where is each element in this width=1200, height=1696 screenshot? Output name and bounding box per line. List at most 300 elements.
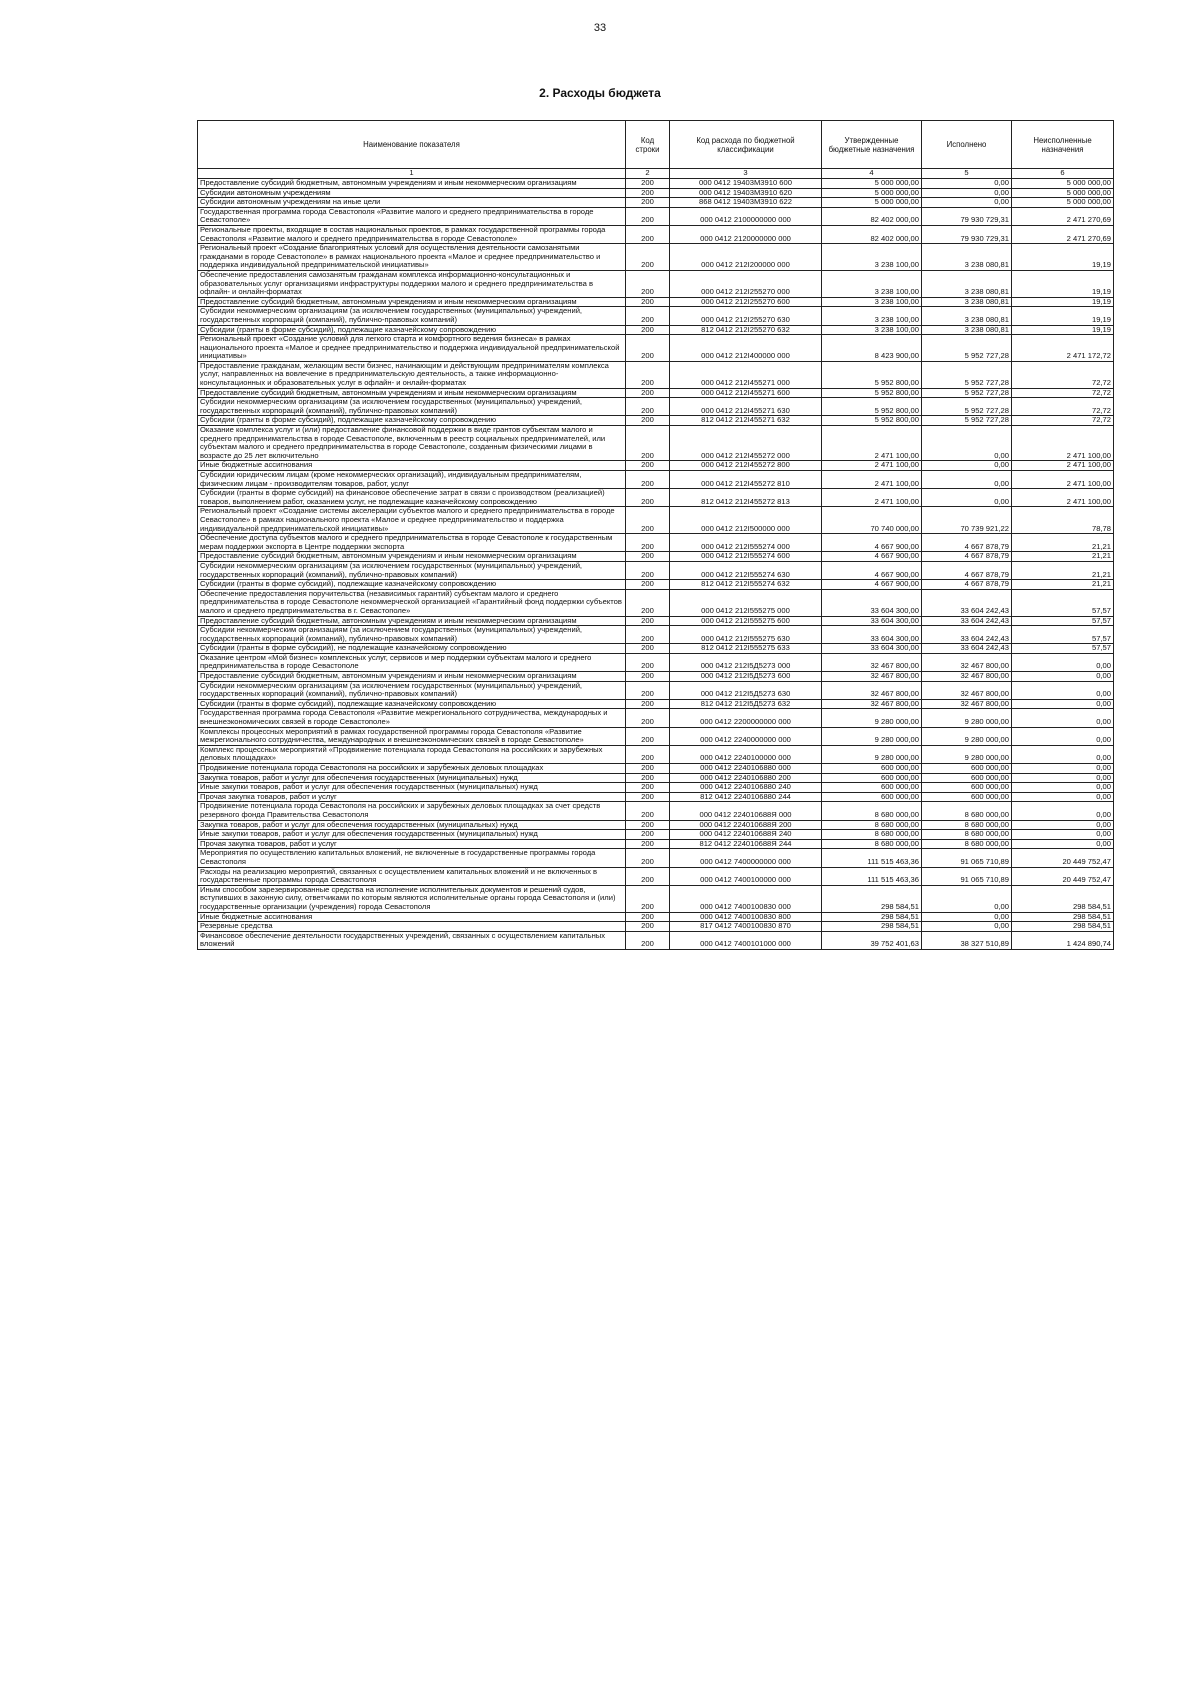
executed-amount-cell: 91 065 710,89: [922, 849, 1012, 867]
approved-amount-cell: 3 238 100,00: [822, 297, 922, 307]
executed-amount-cell: 5 952 727,28: [922, 416, 1012, 426]
line-code-cell: 200: [626, 416, 670, 426]
header-executed: Исполнено: [922, 121, 1012, 169]
budget-class-code-cell: 000 0412 2240100000 000: [670, 745, 822, 763]
line-code-cell: 200: [626, 561, 670, 579]
indicator-name-cell: Мероприятия по осуществлению капитальных вложений, не включенные в государственные программы города Севастополя: [198, 849, 626, 867]
approved-amount-cell: 32 467 800,00: [822, 699, 922, 709]
unexecuted-amount-cell: 0,00: [1012, 764, 1114, 774]
table-row: [198, 764, 1114, 774]
budget-class-code-cell: 000 0412 224010688Я 200: [670, 820, 822, 830]
line-code-cell: 200: [626, 653, 670, 671]
column-number-row: [198, 169, 1114, 179]
unexecuted-amount-cell: 0,00: [1012, 681, 1114, 699]
approved-amount-cell: 32 467 800,00: [822, 653, 922, 671]
indicator-name-cell: Региональный проект «Создание условий для легкого старта и комфортного ведения бизнеса» в рамках национального проекта «Малое и среднее предпринимательство и поддержка индивидуальной предпринимательской инициативы»: [198, 335, 626, 362]
indicator-name-cell: Иные бюджетные ассигнования: [198, 912, 626, 922]
budget-class-code-cell: 000 0412 7400100830 800: [670, 912, 822, 922]
budget-class-code-cell: 812 0412 224010688Я 244: [670, 839, 822, 849]
approved-amount-cell: 39 752 401,63: [822, 931, 922, 949]
approved-amount-cell: 5 000 000,00: [822, 198, 922, 208]
unexecuted-amount-cell: 0,00: [1012, 802, 1114, 820]
indicator-name-cell: Прочая закупка товаров, работ и услуг: [198, 839, 626, 849]
executed-amount-cell: 0,00: [922, 885, 1012, 912]
executed-amount-cell: 0,00: [922, 198, 1012, 208]
unexecuted-amount-cell: 2 471 100,00: [1012, 426, 1114, 461]
indicator-name-cell: Субсидии (гранты в форме субсидий), не подлежащие казначейскому сопровождению: [198, 644, 626, 654]
line-code-cell: 200: [626, 388, 670, 398]
unexecuted-amount-cell: 78,78: [1012, 507, 1114, 534]
indicator-name-cell: Региональный проект «Создание системы акселерации субъектов малого и среднего предпринимательства в городе Севастополе» в рамках национального проекта «Малое и среднее предпринимательство и поддержка индивидуальной предпринимательской инициативы»: [198, 507, 626, 534]
unexecuted-amount-cell: 72,72: [1012, 398, 1114, 416]
table-row: [198, 489, 1114, 507]
approved-amount-cell: 111 515 463,36: [822, 867, 922, 885]
unexecuted-amount-cell: 20 449 752,47: [1012, 849, 1114, 867]
budget-class-code-cell: 000 0412 2240000000 000: [670, 727, 822, 745]
column-number: 4: [822, 169, 922, 179]
unexecuted-amount-cell: 72,72: [1012, 416, 1114, 426]
budget-class-code-cell: 000 0412 7400000000 000: [670, 849, 822, 867]
line-code-cell: 200: [626, 361, 670, 388]
section-title: 2. Расходы бюджета: [539, 86, 661, 100]
unexecuted-amount-cell: 298 584,51: [1012, 912, 1114, 922]
line-code-cell: 200: [626, 580, 670, 590]
approved-amount-cell: 298 584,51: [822, 912, 922, 922]
budget-class-code-cell: 000 0412 19403М3910 620: [670, 188, 822, 198]
budget-expenses-table: [197, 120, 1114, 950]
executed-amount-cell: 32 467 800,00: [922, 699, 1012, 709]
approved-amount-cell: 600 000,00: [822, 792, 922, 802]
approved-amount-cell: 4 667 900,00: [822, 561, 922, 579]
approved-amount-cell: 8 680 000,00: [822, 802, 922, 820]
approved-amount-cell: 111 515 463,36: [822, 849, 922, 867]
approved-amount-cell: 3 238 100,00: [822, 325, 922, 335]
executed-amount-cell: 5 952 727,28: [922, 335, 1012, 362]
executed-amount-cell: 0,00: [922, 179, 1012, 189]
indicator-name-cell: Региональный проект «Создание благоприятных условий для осуществления деятельности самозанятыми гражданами в городе Севастополе» в рамках национального проекта «Малое и среднее предпринимательство и поддержка индивидуальной предпринимательской инициативы»: [198, 244, 626, 271]
budget-class-code-cell: 000 0412 2200000000 000: [670, 709, 822, 727]
unexecuted-amount-cell: 21,21: [1012, 552, 1114, 562]
executed-amount-cell: 9 280 000,00: [922, 727, 1012, 745]
indicator-name-cell: Субсидии автономным учреждениям на иные цели: [198, 198, 626, 208]
header-approved: Утвержденные бюджетные назначения: [822, 121, 922, 169]
table-row: [198, 307, 1114, 325]
line-code-cell: 200: [626, 912, 670, 922]
executed-amount-cell: 32 467 800,00: [922, 681, 1012, 699]
budget-class-code-cell: 812 0412 212I5Д5273 632: [670, 699, 822, 709]
indicator-name-cell: Субсидии автономным учреждениям: [198, 188, 626, 198]
unexecuted-amount-cell: 21,21: [1012, 534, 1114, 552]
approved-amount-cell: 2 471 100,00: [822, 461, 922, 471]
budget-class-code-cell: 000 0412 2240106880 000: [670, 764, 822, 774]
budget-class-code-cell: 812 0412 212I555274 632: [670, 580, 822, 590]
budget-class-code-cell: 000 0412 212I455272 800: [670, 461, 822, 471]
unexecuted-amount-cell: 19,19: [1012, 307, 1114, 325]
executed-amount-cell: 0,00: [922, 922, 1012, 932]
line-code-cell: 200: [626, 783, 670, 793]
unexecuted-amount-cell: 5 000 000,00: [1012, 179, 1114, 189]
executed-amount-cell: 33 604 242,43: [922, 616, 1012, 626]
unexecuted-amount-cell: 0,00: [1012, 653, 1114, 671]
line-code-cell: 200: [626, 398, 670, 416]
budget-class-code-cell: 000 0412 2100000000 000: [670, 207, 822, 225]
table-row: [198, 867, 1114, 885]
table-row: [198, 709, 1114, 727]
table-row: [198, 885, 1114, 912]
executed-amount-cell: 79 930 729,31: [922, 207, 1012, 225]
budget-class-code-cell: 817 0412 7400100830 870: [670, 922, 822, 932]
line-code-cell: 200: [626, 244, 670, 271]
executed-amount-cell: 600 000,00: [922, 792, 1012, 802]
budget-class-code-cell: 000 0412 212I255270 600: [670, 297, 822, 307]
executed-amount-cell: 91 065 710,89: [922, 867, 1012, 885]
table-header-row: [198, 121, 1114, 169]
table-row: [198, 802, 1114, 820]
unexecuted-amount-cell: 0,00: [1012, 820, 1114, 830]
line-code-cell: 200: [626, 699, 670, 709]
budget-class-code-cell: 000 0412 212I5Д5273 630: [670, 681, 822, 699]
approved-amount-cell: 2 471 100,00: [822, 489, 922, 507]
approved-amount-cell: 3 238 100,00: [822, 244, 922, 271]
table-row: [198, 225, 1114, 243]
table-row: [198, 830, 1114, 840]
unexecuted-amount-cell: 19,19: [1012, 325, 1114, 335]
line-code-cell: 200: [626, 507, 670, 534]
column-number: 1: [198, 169, 626, 179]
line-code-cell: 200: [626, 534, 670, 552]
unexecuted-amount-cell: 21,21: [1012, 580, 1114, 590]
budget-class-code-cell: 000 0412 19403М3910 600: [670, 179, 822, 189]
approved-amount-cell: 3 238 100,00: [822, 270, 922, 297]
approved-amount-cell: 298 584,51: [822, 885, 922, 912]
table-row: [198, 672, 1114, 682]
executed-amount-cell: 8 680 000,00: [922, 839, 1012, 849]
budget-class-code-cell: 000 0412 212I400000 000: [670, 335, 822, 362]
budget-class-code-cell: 000 0412 7400101000 000: [670, 931, 822, 949]
line-code-cell: 200: [626, 885, 670, 912]
table-row: [198, 681, 1114, 699]
column-number: 2: [626, 169, 670, 179]
budget-class-code-cell: 000 0412 212I255270 630: [670, 307, 822, 325]
line-code-cell: 200: [626, 489, 670, 507]
unexecuted-amount-cell: 0,00: [1012, 792, 1114, 802]
indicator-name-cell: Субсидии (гранты в форме субсидий), подлежащие казначейскому сопровождению: [198, 580, 626, 590]
line-code-cell: 200: [626, 626, 670, 644]
executed-amount-cell: 600 000,00: [922, 773, 1012, 783]
line-code-cell: 200: [626, 644, 670, 654]
approved-amount-cell: 5 952 800,00: [822, 398, 922, 416]
approved-amount-cell: 2 471 100,00: [822, 471, 922, 489]
table-row: [198, 471, 1114, 489]
approved-amount-cell: 3 238 100,00: [822, 307, 922, 325]
budget-class-code-cell: 812 0412 2240106880 244: [670, 792, 822, 802]
approved-amount-cell: 9 280 000,00: [822, 745, 922, 763]
table-row: [198, 783, 1114, 793]
unexecuted-amount-cell: 57,57: [1012, 626, 1114, 644]
table-row: [198, 507, 1114, 534]
table-row: [198, 426, 1114, 461]
executed-amount-cell: 5 952 727,28: [922, 361, 1012, 388]
table-row: [198, 727, 1114, 745]
indicator-name-cell: Резервные средства: [198, 922, 626, 932]
unexecuted-amount-cell: 0,00: [1012, 783, 1114, 793]
executed-amount-cell: 3 238 080,81: [922, 307, 1012, 325]
approved-amount-cell: 8 680 000,00: [822, 820, 922, 830]
unexecuted-amount-cell: 57,57: [1012, 644, 1114, 654]
indicator-name-cell: Предоставление субсидий бюджетным, автономным учреждениям и иным некоммерческим организациям: [198, 616, 626, 626]
approved-amount-cell: 600 000,00: [822, 783, 922, 793]
table-row: [198, 653, 1114, 671]
budget-class-code-cell: 000 0412 2120000000 000: [670, 225, 822, 243]
budget-class-code-cell: 000 0412 212I455271 000: [670, 361, 822, 388]
executed-amount-cell: 600 000,00: [922, 764, 1012, 774]
approved-amount-cell: 32 467 800,00: [822, 681, 922, 699]
unexecuted-amount-cell: 2 471 100,00: [1012, 489, 1114, 507]
indicator-name-cell: Расходы на реализацию мероприятий, связанных с осуществлением капитальных вложений и не включенных в государственные программы города Севастополя: [198, 867, 626, 885]
indicator-name-cell: Закупка товаров, работ и услуг для обеспечения государственных (муниципальных) нужд: [198, 820, 626, 830]
indicator-name-cell: Субсидии некоммерческим организациям (за исключением государственных (муниципальных) учреждений, государственных корпораций (компаний), публично-правовых компаний): [198, 626, 626, 644]
budget-class-code-cell: 000 0412 7400100000 000: [670, 867, 822, 885]
indicator-name-cell: Комплексы процессных мероприятий в рамках государственной программы города Севастополя «Развитие межрегионального сотрудничества, международных и внешнеэкономических связей в городе Севастополе»: [198, 727, 626, 745]
line-code-cell: 200: [626, 179, 670, 189]
approved-amount-cell: 33 604 300,00: [822, 626, 922, 644]
executed-amount-cell: 8 680 000,00: [922, 830, 1012, 840]
budget-class-code-cell: 812 0412 212I455271 632: [670, 416, 822, 426]
budget-class-code-cell: 000 0412 212I555274 000: [670, 534, 822, 552]
budget-class-code-cell: 000 0412 2240106880 200: [670, 773, 822, 783]
budget-class-code-cell: 000 0412 224010688Я 000: [670, 802, 822, 820]
approved-amount-cell: 4 667 900,00: [822, 552, 922, 562]
approved-amount-cell: 8 680 000,00: [822, 830, 922, 840]
indicator-name-cell: Оказание центром «Мой бизнес» комплексных услуг, сервисов и мер поддержки субъектам малого и среднего предпринимательства в городе Севастополе: [198, 653, 626, 671]
indicator-name-cell: Обеспечение предоставления самозанятым гражданам комплекса информационно-консультационных и образовательных услуг организациями инфраструктуры поддержки малого и среднего предпринимательства в офлайн- и онлайн-форматах: [198, 270, 626, 297]
table-row: [198, 580, 1114, 590]
approved-amount-cell: 4 667 900,00: [822, 580, 922, 590]
indicator-name-cell: Государственная программа города Севастополя «Развитие малого и среднего предпринимательства в городе Севастополе»: [198, 207, 626, 225]
unexecuted-amount-cell: 20 449 752,47: [1012, 867, 1114, 885]
indicator-name-cell: Продвижение потенциала города Севастополя на российских и зарубежных деловых площадках: [198, 764, 626, 774]
column-number: 5: [922, 169, 1012, 179]
line-code-cell: 200: [626, 616, 670, 626]
indicator-name-cell: Финансовое обеспечение деятельности государственных учреждений, связанных с осуществлением капитальных вложений: [198, 931, 626, 949]
unexecuted-amount-cell: 21,21: [1012, 561, 1114, 579]
unexecuted-amount-cell: 0,00: [1012, 839, 1114, 849]
line-code-cell: 200: [626, 802, 670, 820]
line-code-cell: 200: [626, 207, 670, 225]
unexecuted-amount-cell: 2 471 100,00: [1012, 461, 1114, 471]
unexecuted-amount-cell: 2 471 270,69: [1012, 225, 1114, 243]
executed-amount-cell: 79 930 729,31: [922, 225, 1012, 243]
approved-amount-cell: 8 423 900,00: [822, 335, 922, 362]
unexecuted-amount-cell: 0,00: [1012, 745, 1114, 763]
budget-class-code-cell: 000 0412 212I455271 600: [670, 388, 822, 398]
indicator-name-cell: Иные закупки товаров, работ и услуг для обеспечения государственных (муниципальных) нужд: [198, 830, 626, 840]
executed-amount-cell: 3 238 080,81: [922, 325, 1012, 335]
line-code-cell: 200: [626, 727, 670, 745]
approved-amount-cell: 298 584,51: [822, 922, 922, 932]
indicator-name-cell: Иные закупки товаров, работ и услуг для обеспечения государственных (муниципальных) нужд: [198, 783, 626, 793]
table-row: [198, 552, 1114, 562]
indicator-name-cell: Иным способом зарезервированные средства на исполнение исполнительных документов и решений судов, вступивших в законную силу, ответчиками по которым являются исполнительные органы города Севастополя и (или) государственные организации (учреждения) города Севастополя: [198, 885, 626, 912]
approved-amount-cell: 82 402 000,00: [822, 225, 922, 243]
table-row: [198, 244, 1114, 271]
executed-amount-cell: 9 280 000,00: [922, 745, 1012, 763]
indicator-name-cell: Предоставление субсидий бюджетным, автономным учреждениям и иным некоммерческим организациям: [198, 672, 626, 682]
indicator-name-cell: Комплекс процессных мероприятий «Продвижение потенциала города Севастополя на российских и зарубежных деловых площадках»: [198, 745, 626, 763]
approved-amount-cell: 33 604 300,00: [822, 589, 922, 616]
executed-amount-cell: 0,00: [922, 471, 1012, 489]
table-row: [198, 931, 1114, 949]
approved-amount-cell: 5 000 000,00: [822, 179, 922, 189]
executed-amount-cell: 33 604 242,43: [922, 589, 1012, 616]
page-number: 33: [593, 22, 607, 34]
budget-class-code-cell: 000 0412 212I555275 000: [670, 589, 822, 616]
indicator-name-cell: Обеспечение доступа субъектов малого и среднего предпринимательства в городе Севастополе к государственным мерам поддержки экспорта в Центре поддержки экспорта: [198, 534, 626, 552]
line-code-cell: 200: [626, 307, 670, 325]
executed-amount-cell: 4 667 878,79: [922, 561, 1012, 579]
budget-class-code-cell: 812 0412 212I255270 632: [670, 325, 822, 335]
line-code-cell: 200: [626, 552, 670, 562]
line-code-cell: 200: [626, 745, 670, 763]
approved-amount-cell: 33 604 300,00: [822, 616, 922, 626]
approved-amount-cell: 5 952 800,00: [822, 388, 922, 398]
approved-amount-cell: 4 667 900,00: [822, 534, 922, 552]
line-code-cell: 200: [626, 672, 670, 682]
budget-class-code-cell: 000 0412 212I255270 000: [670, 270, 822, 297]
executed-amount-cell: 3 238 080,81: [922, 270, 1012, 297]
budget-class-code-cell: 000 0412 212I555274 600: [670, 552, 822, 562]
table-row: [198, 644, 1114, 654]
executed-amount-cell: 0,00: [922, 489, 1012, 507]
table-row: [198, 198, 1114, 208]
table-row: [198, 179, 1114, 189]
budget-class-code-cell: 000 0412 212I200000 000: [670, 244, 822, 271]
line-code-cell: 200: [626, 426, 670, 461]
header-budget-class-code: Код расхода по бюджетной классификации: [670, 121, 822, 169]
table-row: [198, 922, 1114, 932]
indicator-name-cell: Субсидии некоммерческим организациям (за исключением государственных (муниципальных) учреждений, государственных корпораций (компаний), публично-правовых компаний): [198, 561, 626, 579]
executed-amount-cell: 5 952 727,28: [922, 398, 1012, 416]
executed-amount-cell: 8 680 000,00: [922, 802, 1012, 820]
budget-class-code-cell: 812 0412 212I555275 633: [670, 644, 822, 654]
table-row: [198, 912, 1114, 922]
line-code-cell: 200: [626, 830, 670, 840]
approved-amount-cell: 600 000,00: [822, 773, 922, 783]
unexecuted-amount-cell: 1 424 890,74: [1012, 931, 1114, 949]
approved-amount-cell: 600 000,00: [822, 764, 922, 774]
table-row: [198, 335, 1114, 362]
executed-amount-cell: 38 327 510,89: [922, 931, 1012, 949]
column-number: 6: [1012, 169, 1114, 179]
line-code-cell: 200: [626, 849, 670, 867]
budget-class-code-cell: 000 0412 212I555275 600: [670, 616, 822, 626]
unexecuted-amount-cell: 0,00: [1012, 709, 1114, 727]
budget-class-code-cell: 000 0412 224010688Я 240: [670, 830, 822, 840]
approved-amount-cell: 8 680 000,00: [822, 839, 922, 849]
header-unexecuted: Неисполненные назначения: [1012, 121, 1114, 169]
budget-class-code-cell: 000 0412 212I5Д5273 000: [670, 653, 822, 671]
line-code-cell: 200: [626, 188, 670, 198]
unexecuted-amount-cell: 57,57: [1012, 589, 1114, 616]
executed-amount-cell: 3 238 080,81: [922, 297, 1012, 307]
indicator-name-cell: Прочая закупка товаров, работ и услуг: [198, 792, 626, 802]
executed-amount-cell: 33 604 242,43: [922, 644, 1012, 654]
unexecuted-amount-cell: 19,19: [1012, 297, 1114, 307]
line-code-cell: 200: [626, 471, 670, 489]
line-code-cell: 200: [626, 922, 670, 932]
indicator-name-cell: Субсидии некоммерческим организациям (за исключением государственных (муниципальных) учреждений, государственных корпораций (компаний), публично-правовых компаний): [198, 307, 626, 325]
unexecuted-amount-cell: 0,00: [1012, 699, 1114, 709]
approved-amount-cell: 82 402 000,00: [822, 207, 922, 225]
table-row: [198, 361, 1114, 388]
table-row: [198, 745, 1114, 763]
executed-amount-cell: 8 680 000,00: [922, 820, 1012, 830]
header-line-code: Код строки: [626, 121, 670, 169]
unexecuted-amount-cell: 0,00: [1012, 672, 1114, 682]
line-code-cell: 200: [626, 335, 670, 362]
indicator-name-cell: Субсидии (гранты в форме субсидий), подлежащие казначейскому сопровождению: [198, 416, 626, 426]
indicator-name-cell: Региональные проекты, входящие в состав национальных проектов, в рамках государственной программы города Севастополя «Развитие малого и среднего предпринимательства в городе Севастополе»: [198, 225, 626, 243]
executed-amount-cell: 3 238 080,81: [922, 244, 1012, 271]
line-code-cell: 200: [626, 681, 670, 699]
table-row: [198, 561, 1114, 579]
line-code-cell: 200: [626, 461, 670, 471]
indicator-name-cell: Государственная программа города Севастополя «Развитие межрегионального сотрудничества, международных и внешнеэкономических связей в городе Севастополе»: [198, 709, 626, 727]
approved-amount-cell: 2 471 100,00: [822, 426, 922, 461]
indicator-name-cell: Субсидии (гранты в форме субсидий) на финансовое обеспечение затрат в связи с производством (реализацией) товаров, выполнением работ, оказанием услуг, не подлежащие казначейскому сопровождению: [198, 489, 626, 507]
table-row: [198, 534, 1114, 552]
unexecuted-amount-cell: 2 471 172,72: [1012, 335, 1114, 362]
unexecuted-amount-cell: 0,00: [1012, 830, 1114, 840]
indicator-name-cell: Оказание комплекса услуг и (или) предоставление финансовой поддержки в виде грантов субъектам малого и среднего предпринимательства в городе Севастополе, включенным в реестр социальных предпринимателей, или субъектам малого и среднего предпринимательства в городе Севастополе, созданным физическими лицами в возрасте до 25 лет включительно: [198, 426, 626, 461]
unexecuted-amount-cell: 5 000 000,00: [1012, 198, 1114, 208]
budget-class-code-cell: 812 0412 212I455272 813: [670, 489, 822, 507]
unexecuted-amount-cell: 2 471 270,69: [1012, 207, 1114, 225]
approved-amount-cell: 5 952 800,00: [822, 361, 922, 388]
executed-amount-cell: 600 000,00: [922, 783, 1012, 793]
executed-amount-cell: 0,00: [922, 461, 1012, 471]
executed-amount-cell: 32 467 800,00: [922, 653, 1012, 671]
executed-amount-cell: 9 280 000,00: [922, 709, 1012, 727]
line-code-cell: 200: [626, 589, 670, 616]
budget-class-code-cell: 000 0412 212I555274 630: [670, 561, 822, 579]
executed-amount-cell: 0,00: [922, 426, 1012, 461]
budget-class-code-cell: 000 0412 212I455272 810: [670, 471, 822, 489]
indicator-name-cell: Закупка товаров, работ и услуг для обеспечения государственных (муниципальных) нужд: [198, 773, 626, 783]
executed-amount-cell: 32 467 800,00: [922, 672, 1012, 682]
table-row: [198, 207, 1114, 225]
executed-amount-cell: 70 739 921,22: [922, 507, 1012, 534]
approved-amount-cell: 70 740 000,00: [822, 507, 922, 534]
approved-amount-cell: 32 467 800,00: [822, 672, 922, 682]
table-row: [198, 849, 1114, 867]
table-row: [198, 589, 1114, 616]
unexecuted-amount-cell: 5 000 000,00: [1012, 188, 1114, 198]
executed-amount-cell: 0,00: [922, 188, 1012, 198]
line-code-cell: 200: [626, 709, 670, 727]
line-code-cell: 200: [626, 839, 670, 849]
approved-amount-cell: 5 952 800,00: [822, 416, 922, 426]
budget-class-code-cell: 000 0412 212I455272 000: [670, 426, 822, 461]
unexecuted-amount-cell: 0,00: [1012, 773, 1114, 783]
indicator-name-cell: Предоставление субсидий бюджетным, автономным учреждениям и иным некоммерческим организациям: [198, 179, 626, 189]
unexecuted-amount-cell: 0,00: [1012, 727, 1114, 745]
unexecuted-amount-cell: 298 584,51: [1012, 885, 1114, 912]
executed-amount-cell: 4 667 878,79: [922, 534, 1012, 552]
budget-class-code-cell: 000 0412 212I555275 630: [670, 626, 822, 644]
unexecuted-amount-cell: 19,19: [1012, 270, 1114, 297]
line-code-cell: 200: [626, 820, 670, 830]
